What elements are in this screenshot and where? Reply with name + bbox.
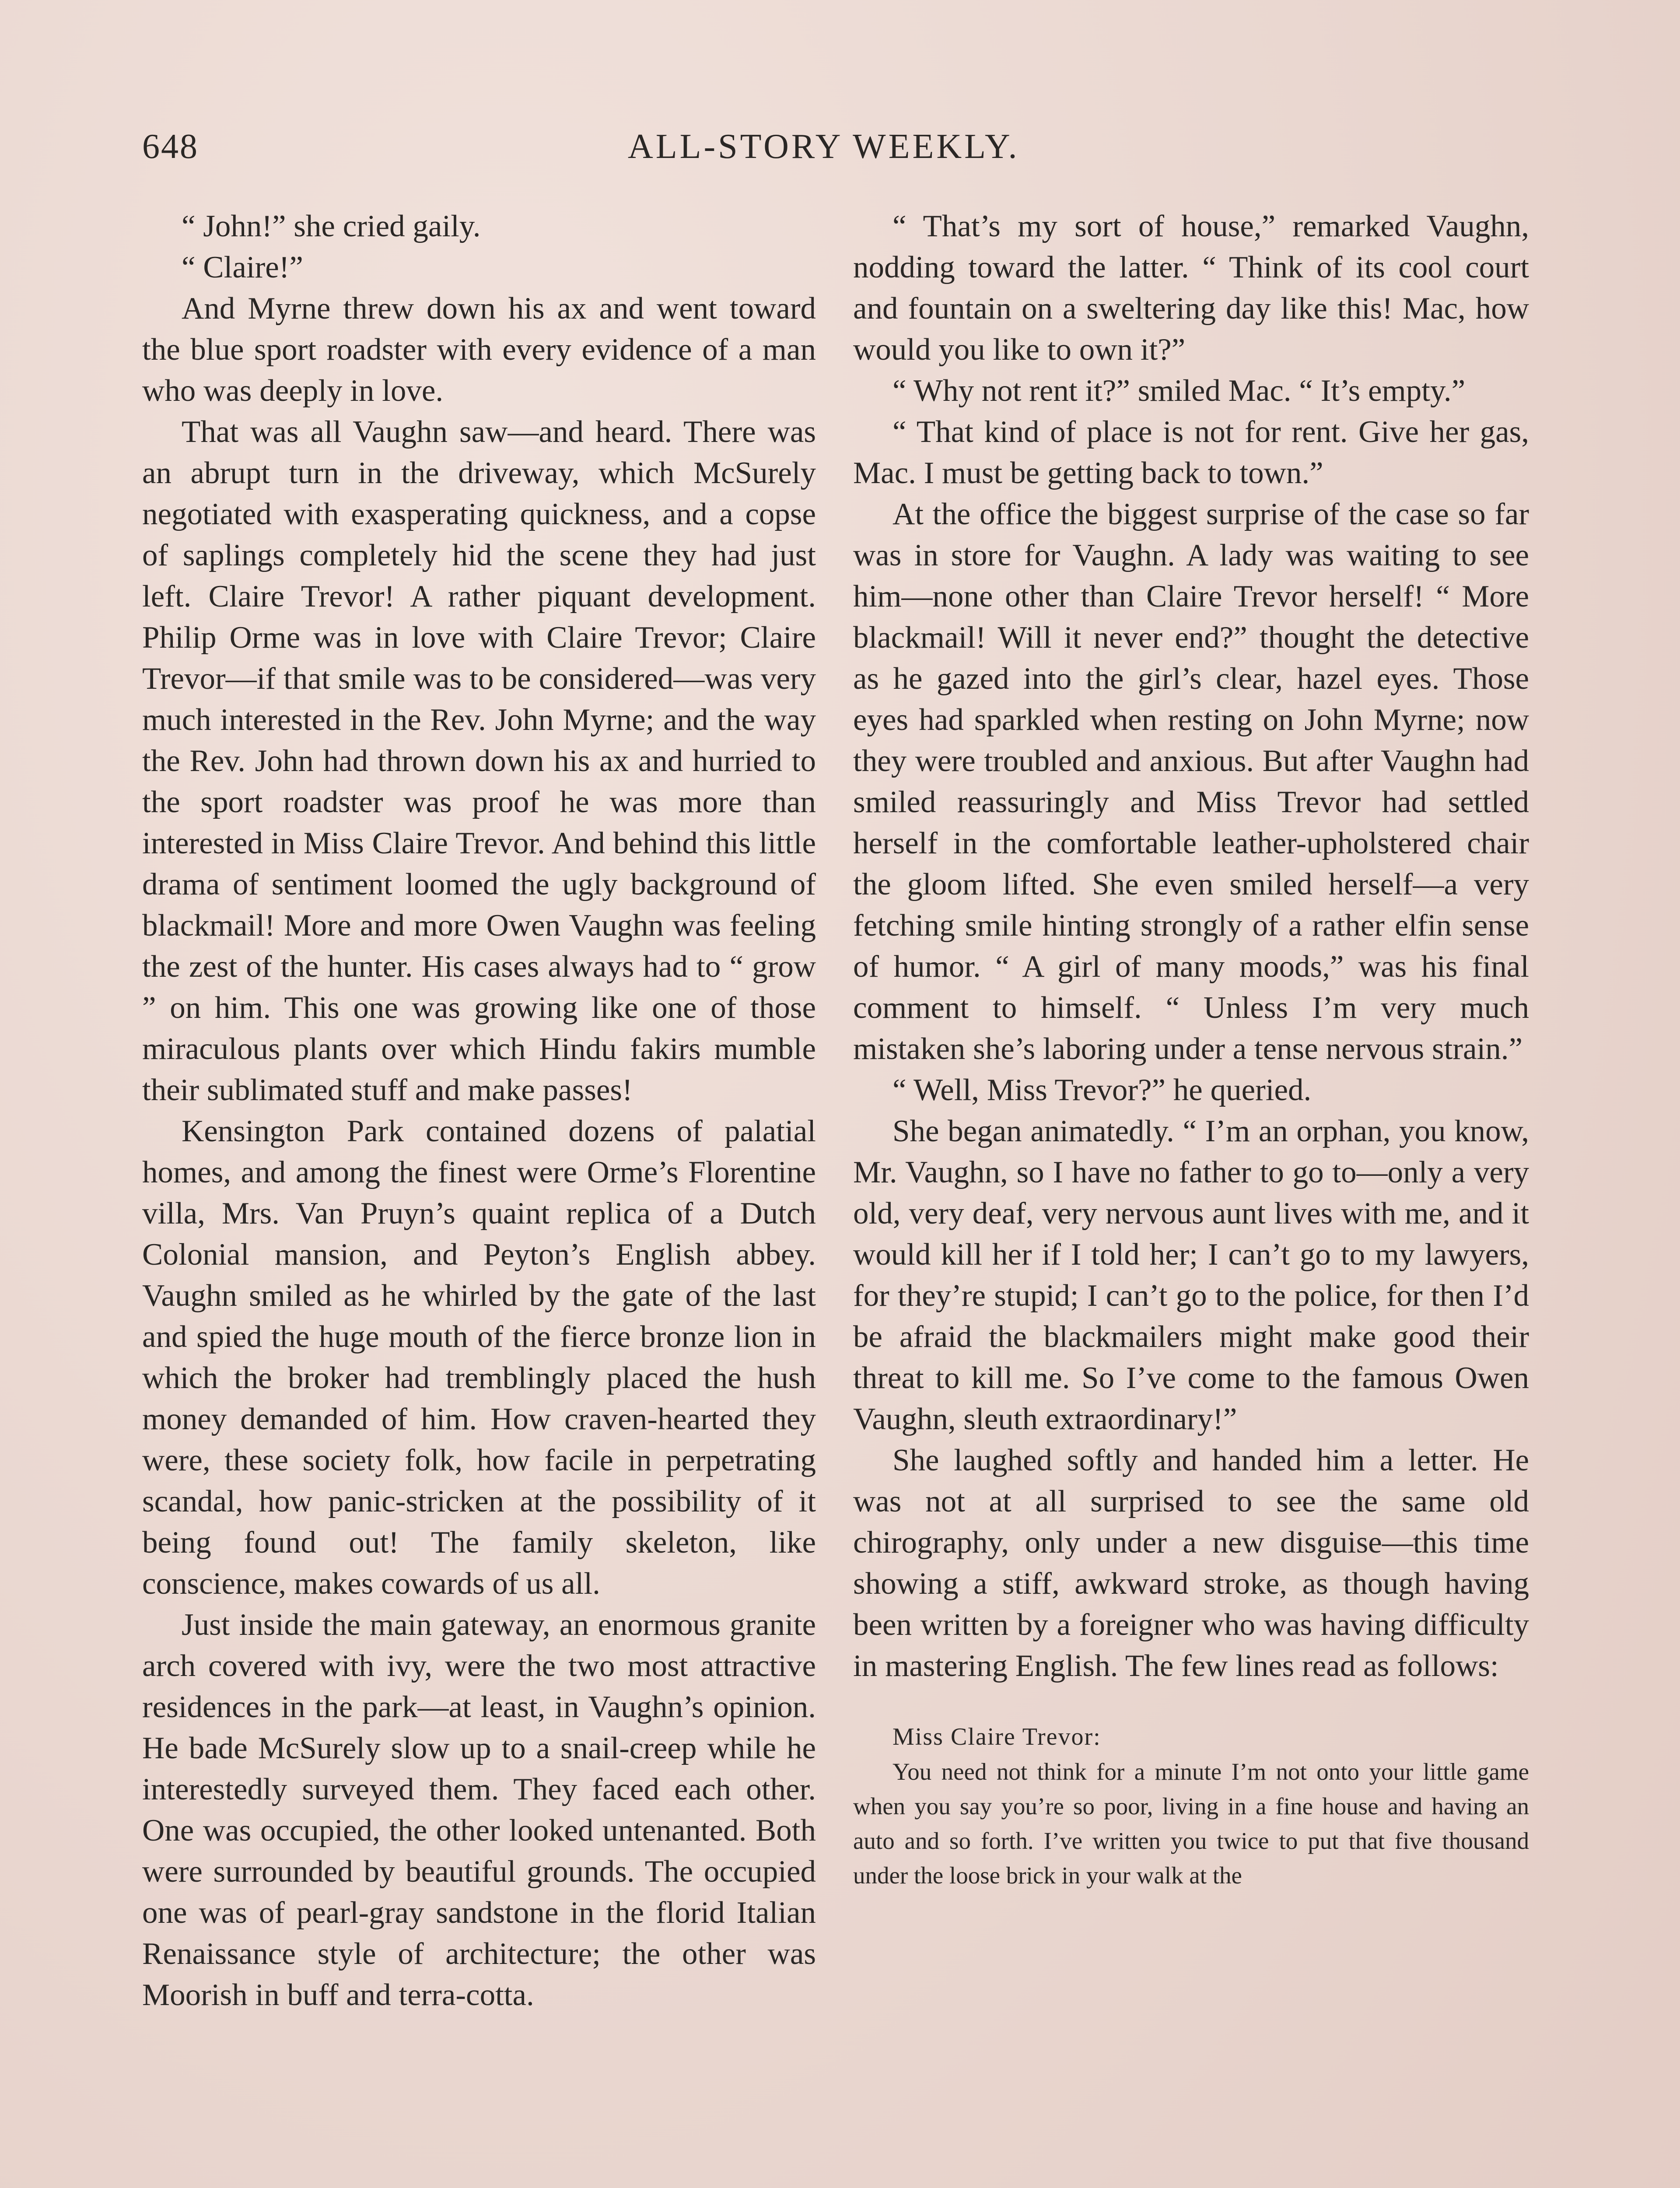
paragraph: At the office the biggest surprise of the case so far was in store for Vaughn. A lady was waiting to see him—none other than Claire Trevor herself! “ More blackmail! Will it never end?” thought the detective as he gazed into the girl’s clear, hazel eyes. Those eyes had sparkled when resting on John Myrne; now they were troubled and anxious. But after Vaughn had smiled reassuringly and Miss Trevor had settled herself in the comfortable leather-upholstered chair the gloom lifted. She even smiled herself—a very fetching smile hinting strongly of a rather elfin sense of humor. “ A girl of many moods,” was his final comment to himself. “ Unless I’m very much mistaken she’s laboring under a tense nervous strain.” — [853, 497, 1529, 1066]
running-head — [142, 127, 1533, 175]
paragraph: Kensington Park contained dozens of palatial homes, and among the finest were Orme’s Florentine villa, Mrs. Van Pruyn’s quaint replica of a Dutch Colonial mansion, and Peyton’s English abbey. Vaughn smiled as he whirled by the gate of the last and spied the huge mouth of the fierce bronze lion in which the broker had tremblingly placed the hush money demanded of him. How craven-hearted they were, these society folk, how facile in perpetrating scandal, how panic-stricken at the possibility of it being found out! The family skeleton, like conscience, makes cowards of us all. — [142, 1114, 816, 1601]
paragraph: “ That’s my sort of house,” remarked Vaughn, nodding toward the latter. “ Think of its cool court and fountain on a sweltering day like this! Mac, how would you like to own it?” — [853, 209, 1529, 367]
paragraph: That was all Vaughn saw—and heard. There was an abrupt turn in the driveway, which McSurely negotiated with exasperating quickness, and a copse of saplings completely hid the scene they had just left. Claire Trevor! A rather piquant development. Philip Orme was in love with Claire Trevor; Claire Trevor—if that smile was to be considered—was very much interested in the Rev. John Myrne; and the way the Rev. John had thrown down his ax and hurried to the sport roadster was proof he was more than interested in Miss Claire Trevor. And behind this little drama of sentiment loomed the ugly background of blackmail! More and more Owen Vaughn was feeling the zest of the hunter. His cases always had to “ grow ” on him. This one was growing like one of those miraculous plants over which Hindu fakirs mumble their sublimated stuff and make passes! — [142, 415, 816, 1107]
paragraph: “ Well, Miss Trevor?” he queried. — [892, 1073, 1312, 1107]
paragraph: “ Claire!” — [182, 250, 303, 284]
paragraph: She began animatedly. “ I’m an orphan, you know, Mr. Vaughn, so I have no father to go to—only a very old, very deaf, very nervous aunt lives with me, and it would kill her if I told her; I can’t go to my lawyers, for they’re stupid; I can’t go to the police, for then I’d be afraid the blackmailers might make good their threat to kill me. So I’ve come to the famous Owen Vaughn, sleuth extraordinary!” — [853, 1114, 1529, 1436]
paragraph: And Myrne threw down his ax and went toward the blue sport roadster with every evidence of a man who was deeply in love. — [142, 291, 816, 408]
paragraph: “ Why not rent it?” smiled Mac. “ It’s empty.” — [892, 374, 1466, 408]
journal-title: ALL-STORY WEEKLY. — [628, 127, 1020, 166]
letter-salutation: Miss Claire Trevor: — [892, 1723, 1101, 1750]
page-number: 648 — [142, 127, 199, 166]
right-column — [853, 206, 1529, 1893]
paragraph: “ John!” she cried gaily. — [182, 209, 481, 243]
left-column — [142, 206, 816, 2016]
paragraph: “ That kind of place is not for rent. Give her gas, Mac. I must be getting back to town.” — [853, 415, 1529, 490]
paragraph: Just inside the main gateway, an enormous granite arch covered with ivy, were the two most attractive residences in the park—at least, in Vaughn’s opinion. He bade McSurely slow up to a snail-creep while he interestedly surveyed them. They faced each other. One was occupied, the other looked untenanted. Both were surrounded by beautiful grounds. The occupied one was of pearl-gray sandstone in the florid Italian Renaissance style of architecture; the other was Moorish in buff and terra-cotta. — [142, 1608, 816, 2012]
paragraph: She laughed softly and handed him a letter. He was not at all surprised to see the same old chirography, only under a new disguise—this time showing a stiff, awkward stroke, as though having been written by a foreigner who was having difficulty in mastering English. The few lines read as follows: — [853, 1443, 1529, 1683]
letter-body: You need not think for a minute I’m not onto your little game when you say you’re so poor, living in a fine house and having an auto and so forth. I’ve written you twice to put that five thousand under the loose brick in your walk at the — [853, 1758, 1529, 1889]
quoted-letter — [853, 1719, 1529, 1893]
